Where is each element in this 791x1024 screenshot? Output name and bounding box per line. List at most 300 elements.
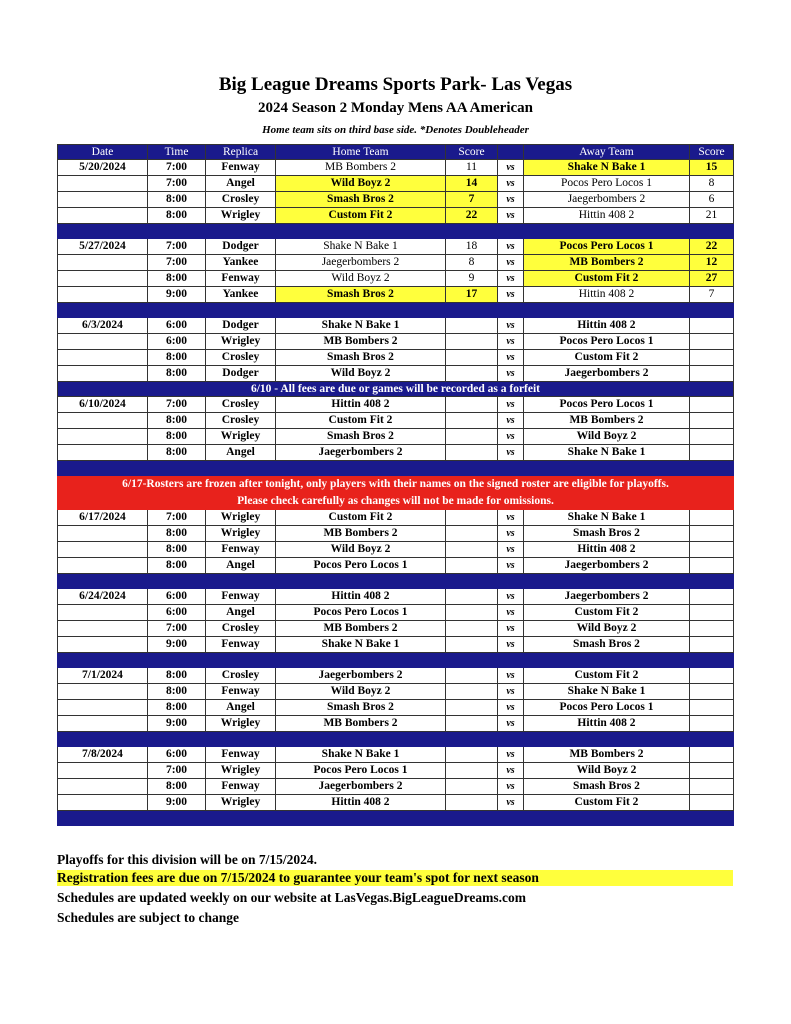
schedule-table [57,144,734,826]
vs-label: vs [498,334,524,350]
home-score [446,526,498,542]
home-team: Wild Boyz 2 [276,271,446,287]
vs-label: vs [498,350,524,366]
table-row [58,684,734,700]
game-time: 7:00 [148,255,206,271]
week-separator [58,461,734,476]
away-team: Hittin 408 2 [524,287,690,303]
game-field: Wrigley [206,429,276,445]
table-row [58,350,734,366]
vs-label: vs [498,526,524,542]
game-time: 7:00 [148,176,206,192]
game-date [58,637,148,653]
roster-alert-row [58,476,734,493]
home-score [446,589,498,605]
game-field: Angel [206,700,276,716]
away-score: 12 [690,255,734,271]
table-row [58,176,734,192]
away-team: MB Bombers 2 [524,413,690,429]
home-score [446,334,498,350]
home-team: Wild Boyz 2 [276,684,446,700]
table-row [58,621,734,637]
home-score [446,747,498,763]
game-date [58,350,148,366]
roster-alert-text: Please check carefully as changes will not be made for omissions. [58,493,734,510]
roster-alert-row [58,493,734,510]
away-team: Hittin 408 2 [524,318,690,334]
home-score [446,763,498,779]
home-team: Wild Boyz 2 [276,176,446,192]
col-header-away-team: Away Team [524,145,690,160]
home-score [446,445,498,461]
game-date [58,429,148,445]
away-team: Pocos Pero Locos 1 [524,334,690,350]
game-time: 6:00 [148,318,206,334]
game-field: Angel [206,605,276,621]
away-score [690,795,734,811]
game-field: Crosley [206,192,276,208]
home-score: 22 [446,208,498,224]
game-time: 7:00 [148,621,206,637]
game-field: Fenway [206,747,276,763]
home-team: Custom Fit 2 [276,413,446,429]
home-team: MB Bombers 2 [276,160,446,176]
col-header-vs [498,145,524,160]
game-field: Dodger [206,318,276,334]
game-time: 9:00 [148,287,206,303]
away-score [690,318,734,334]
footer-registration: Registration fees are due on 7/15/2024 to guarantee your team's spot for next season [57,870,733,886]
game-time: 8:00 [148,208,206,224]
game-field: Fenway [206,271,276,287]
away-team: Custom Fit 2 [524,271,690,287]
game-time: 7:00 [148,763,206,779]
game-field: Fenway [206,637,276,653]
game-date: 6/3/2024 [58,318,148,334]
game-time: 8:00 [148,668,206,684]
game-time: 8:00 [148,684,206,700]
fees-notice: 6/10 - All fees are due or games will be recorded as a forfeit [58,382,734,397]
away-score [690,684,734,700]
away-team: Custom Fit 2 [524,350,690,366]
page-subtitle: 2024 Season 2 Monday Mens AA American [257,100,533,116]
game-date: 6/17/2024 [58,510,148,526]
home-score [446,413,498,429]
vs-label: vs [498,397,524,413]
game-date [58,716,148,732]
table-row [58,510,734,526]
home-score: 8 [446,255,498,271]
week-separator-cell [58,653,734,668]
game-field: Yankee [206,287,276,303]
away-score [690,763,734,779]
away-team: MB Bombers 2 [524,747,690,763]
vs-label: vs [498,605,524,621]
table-row [58,542,734,558]
away-team: Shake N Bake 1 [524,445,690,461]
game-date [58,542,148,558]
game-field: Fenway [206,684,276,700]
away-score: 21 [690,208,734,224]
home-team: Smash Bros 2 [276,429,446,445]
away-score [690,429,734,445]
home-team: Wild Boyz 2 [276,542,446,558]
col-header-time: Time [148,145,206,160]
game-field: Wrigley [206,526,276,542]
table-row [58,160,734,176]
week-separator-cell [58,574,734,589]
away-team: Hittin 408 2 [524,208,690,224]
table-row [58,208,734,224]
away-score: 7 [690,287,734,303]
vs-label: vs [498,637,524,653]
game-field: Crosley [206,397,276,413]
vs-label: vs [498,763,524,779]
away-team: Jaegerbombers 2 [524,589,690,605]
game-time: 8:00 [148,350,206,366]
week-separator [58,653,734,668]
home-team: Pocos Pero Locos 1 [276,558,446,574]
game-field: Wrigley [206,510,276,526]
game-date [58,795,148,811]
home-score [446,397,498,413]
home-score [446,795,498,811]
away-team: Shake N Bake 1 [524,510,690,526]
table-row [58,747,734,763]
home-team: Shake N Bake 1 [276,747,446,763]
home-score [446,558,498,574]
game-date [58,763,148,779]
vs-label: vs [498,287,524,303]
table-row [58,192,734,208]
away-score [690,350,734,366]
table-row [58,239,734,255]
col-header-replica: Replica [206,145,276,160]
home-score [446,716,498,732]
game-date: 7/8/2024 [58,747,148,763]
game-field: Yankee [206,255,276,271]
game-field: Crosley [206,668,276,684]
vs-label: vs [498,271,524,287]
footer-playoffs: Playoffs for this division will be on 7/15/2024. [57,852,318,867]
footer-website: Schedules are updated weekly on our website at LasVegas.BigLeagueDreams.com [57,890,527,905]
table-row [58,287,734,303]
away-team: Custom Fit 2 [524,605,690,621]
away-score [690,668,734,684]
vs-label: vs [498,668,524,684]
away-team: Jaegerbombers 2 [524,558,690,574]
home-team: Pocos Pero Locos 1 [276,763,446,779]
game-field: Wrigley [206,334,276,350]
away-score [690,716,734,732]
game-time: 8:00 [148,700,206,716]
col-header-home-team: Home Team [276,145,446,160]
fees-notice-row [58,382,734,397]
vs-label: vs [498,160,524,176]
home-team: Wild Boyz 2 [276,366,446,382]
away-score: 27 [690,271,734,287]
header-note: Home team sits on third base side. *Denotes Doubleheader [262,124,529,136]
table-row [58,413,734,429]
game-field: Crosley [206,350,276,366]
home-score: 18 [446,239,498,255]
vs-label: vs [498,255,524,271]
game-field: Crosley [206,413,276,429]
home-score: 17 [446,287,498,303]
table-row [58,668,734,684]
away-score [690,334,734,350]
game-time: 7:00 [148,160,206,176]
away-score [690,605,734,621]
away-team: Custom Fit 2 [524,668,690,684]
game-date [58,366,148,382]
vs-label: vs [498,239,524,255]
game-field: Dodger [206,239,276,255]
away-score: 6 [690,192,734,208]
away-team: Pocos Pero Locos 1 [524,397,690,413]
away-team: Wild Boyz 2 [524,429,690,445]
home-team: Jaegerbombers 2 [276,255,446,271]
game-time: 7:00 [148,510,206,526]
home-team: Smash Bros 2 [276,192,446,208]
home-team: Smash Bros 2 [276,287,446,303]
home-team: Hittin 408 2 [276,397,446,413]
home-team: Hittin 408 2 [276,795,446,811]
away-team: Custom Fit 2 [524,795,690,811]
table-row [58,779,734,795]
vs-label: vs [498,795,524,811]
table-row [58,318,734,334]
away-score [690,510,734,526]
game-time: 8:00 [148,526,206,542]
table-row [58,526,734,542]
vs-label: vs [498,413,524,429]
home-score [446,510,498,526]
game-date [58,445,148,461]
home-team: MB Bombers 2 [276,526,446,542]
vs-label: vs [498,445,524,461]
home-score: 11 [446,160,498,176]
away-team: Wild Boyz 2 [524,763,690,779]
away-team: Jaegerbombers 2 [524,366,690,382]
table-row [58,429,734,445]
week-separator [58,303,734,318]
away-score [690,700,734,716]
away-team: Hittin 408 2 [524,716,690,732]
home-team: MB Bombers 2 [276,621,446,637]
game-date [58,192,148,208]
home-team: Shake N Bake 1 [276,239,446,255]
game-time: 9:00 [148,716,206,732]
vs-label: vs [498,700,524,716]
away-score [690,747,734,763]
game-time: 8:00 [148,366,206,382]
game-time: 7:00 [148,397,206,413]
away-team: Hittin 408 2 [524,542,690,558]
away-team: MB Bombers 2 [524,255,690,271]
game-time: 7:00 [148,239,206,255]
away-team: Shake N Bake 1 [524,160,690,176]
game-field: Angel [206,445,276,461]
home-team: Custom Fit 2 [276,510,446,526]
game-date [58,779,148,795]
away-score [690,542,734,558]
game-time: 8:00 [148,779,206,795]
game-time: 8:00 [148,413,206,429]
home-team: MB Bombers 2 [276,334,446,350]
away-score: 8 [690,176,734,192]
home-team: Pocos Pero Locos 1 [276,605,446,621]
home-team: Shake N Bake 1 [276,637,446,653]
table-row [58,271,734,287]
table-row [58,366,734,382]
home-team: Jaegerbombers 2 [276,668,446,684]
table-row [58,700,734,716]
week-separator [58,732,734,747]
away-team: Pocos Pero Locos 1 [524,239,690,255]
vs-label: vs [498,542,524,558]
home-team: Jaegerbombers 2 [276,779,446,795]
week-separator [58,574,734,589]
game-date [58,605,148,621]
week-separator-cell [58,224,734,239]
game-time: 8:00 [148,445,206,461]
game-date: 5/27/2024 [58,239,148,255]
game-field: Wrigley [206,763,276,779]
game-date [58,287,148,303]
table-header-row [58,145,734,160]
home-team: Custom Fit 2 [276,208,446,224]
away-score [690,526,734,542]
home-score [446,429,498,445]
away-team: Jaegerbombers 2 [524,192,690,208]
game-date [58,684,148,700]
roster-alert-text: 6/17-Rosters are frozen after tonight, only players with their names on the signed roster are eligible for playoffs. [58,476,734,493]
away-score: 15 [690,160,734,176]
vs-label: vs [498,510,524,526]
week-separator-cell [58,303,734,318]
away-team: Smash Bros 2 [524,637,690,653]
game-time: 6:00 [148,334,206,350]
game-date [58,334,148,350]
game-field: Angel [206,176,276,192]
game-field: Crosley [206,621,276,637]
home-score [446,684,498,700]
footer-subject: Schedules are subject to change [57,910,239,925]
table-row [58,716,734,732]
game-field: Angel [206,558,276,574]
game-date [58,700,148,716]
home-score: 9 [446,271,498,287]
away-team: Smash Bros 2 [524,526,690,542]
game-time: 8:00 [148,558,206,574]
away-score [690,621,734,637]
home-team: Hittin 408 2 [276,589,446,605]
page-title: Big League Dreams Sports Park- Las Vegas [218,74,573,95]
game-date [58,208,148,224]
away-score [690,445,734,461]
game-field: Wrigley [206,208,276,224]
home-team: Shake N Bake 1 [276,318,446,334]
home-score [446,605,498,621]
game-time: 6:00 [148,605,206,621]
vs-label: vs [498,716,524,732]
game-field: Wrigley [206,795,276,811]
home-score [446,366,498,382]
schedule-body [58,160,734,826]
vs-label: vs [498,747,524,763]
table-row [58,334,734,350]
home-score: 7 [446,192,498,208]
vs-label: vs [498,589,524,605]
table-row [58,397,734,413]
vs-label: vs [498,779,524,795]
game-date: 7/1/2024 [58,668,148,684]
table-row [58,589,734,605]
home-team: MB Bombers 2 [276,716,446,732]
game-date: 6/10/2024 [58,397,148,413]
away-team: Smash Bros 2 [524,779,690,795]
table-row [58,763,734,779]
col-header-away-score: Score [690,145,734,160]
game-date: 5/20/2024 [58,160,148,176]
home-score [446,637,498,653]
game-date [58,621,148,637]
game-time: 8:00 [148,192,206,208]
vs-label: vs [498,684,524,700]
table-row [58,605,734,621]
away-score [690,397,734,413]
vs-label: vs [498,208,524,224]
home-score: 14 [446,176,498,192]
game-field: Fenway [206,779,276,795]
away-team: Wild Boyz 2 [524,621,690,637]
home-score [446,542,498,558]
vs-label: vs [498,366,524,382]
game-time: 8:00 [148,542,206,558]
week-separator-cell [58,811,734,826]
game-field: Fenway [206,589,276,605]
vs-label: vs [498,429,524,445]
col-header-date: Date [58,145,148,160]
game-date [58,558,148,574]
table-row [58,558,734,574]
game-time: 8:00 [148,271,206,287]
col-header-home-score: Score [446,145,498,160]
away-team: Shake N Bake 1 [524,684,690,700]
vs-label: vs [498,558,524,574]
away-score [690,637,734,653]
away-team: Pocos Pero Locos 1 [524,176,690,192]
week-separator [58,224,734,239]
game-date: 6/24/2024 [58,589,148,605]
game-field: Dodger [206,366,276,382]
away-score: 22 [690,239,734,255]
game-time: 6:00 [148,589,206,605]
home-team: Smash Bros 2 [276,350,446,366]
away-score [690,779,734,795]
game-time: 9:00 [148,637,206,653]
week-separator-cell [58,461,734,476]
away-score [690,558,734,574]
home-score [446,318,498,334]
home-score [446,779,498,795]
game-field: Wrigley [206,716,276,732]
home-score [446,621,498,637]
table-row [58,445,734,461]
vs-label: vs [498,621,524,637]
away-team: Pocos Pero Locos 1 [524,700,690,716]
